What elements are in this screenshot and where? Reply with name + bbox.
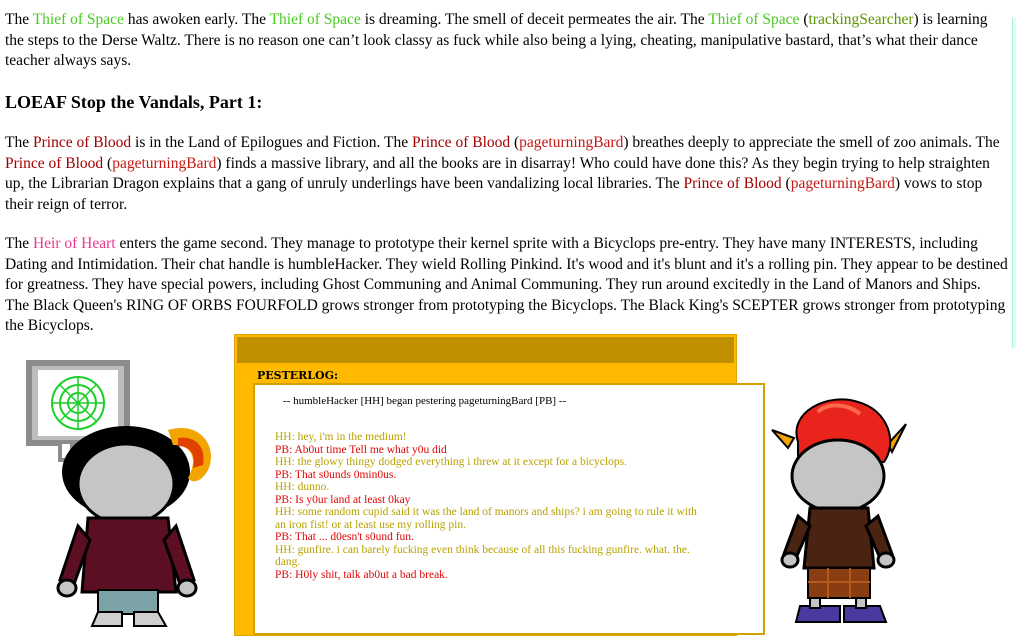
pesterlog-line-hh: HH: dunno. — [275, 481, 330, 493]
pesterlog-panel — [234, 334, 737, 636]
text-run: is dreaming. The smell of deceit permeates the air. The — [360, 11, 709, 28]
pesterlog-title: PESTERLOG: — [257, 369, 339, 382]
thief-of-space-name: Thief of Space — [32, 11, 124, 28]
pesterlog-start-message: -- humbleHacker [HH] began pestering pageturningBard [PB] -- — [283, 395, 567, 407]
section-heading: LOEAF Stop the Vandals, Part 1: — [5, 92, 263, 112]
pesterlog-line-hh: HH: gunfire. i can barely fucking even think because of all this fucking gunfire. what. the. dang. — [275, 543, 690, 568]
handle-trackingsearcher: trackingSearcher — [808, 11, 914, 28]
pesterlog-content — [253, 383, 765, 635]
pesterlog-line-hh: HH: some random cupid said it was the land of manors and ships? i am going to rule it with an iron fist! or at least use my rolling pin. — [275, 506, 697, 531]
pesterlog-line-pb: PB: That s0unds 0min0us. — [275, 468, 397, 481]
pesterlog-line-hh: HH: the glowy thingy dodged everything i threw at it except for a bicyclops. — [275, 456, 627, 468]
handle-pageturningbard: pageturningBard — [112, 154, 217, 172]
text-run: The — [5, 134, 33, 151]
text-run: ( — [799, 11, 809, 28]
pesterlog-line-pb: PB: Ab0ut time Tell me what y0u did — [275, 443, 447, 456]
paragraph-heir — [5, 234, 1008, 337]
pesterlog-line-hh: HH: hey, i'm in the medium! — [275, 431, 407, 443]
prince-of-blood-name: Prince of Blood — [32, 134, 132, 151]
handle-pageturningbard: pageturningBard — [790, 175, 895, 192]
heir-of-heart-name: Heir of Heart — [32, 235, 116, 252]
text-run: ( — [103, 154, 113, 172]
prince-of-blood-name: Prince of Blood — [411, 134, 511, 151]
text-run: The — [5, 235, 33, 252]
pesterlog-lines — [275, 431, 705, 581]
text-run: ) breathes deeply to appreciate the smell of zoo animals. The — [623, 134, 1000, 151]
text-run: ( — [781, 175, 791, 192]
text-run: ( — [510, 134, 520, 151]
thief-of-space-name: Thief of Space — [708, 11, 800, 28]
paragraph-thief — [5, 10, 1008, 72]
text-run: ) finds a massive library, and all the books are in disarray! Who could have done this? As they begin trying to help straighten up, the Librarian Dragon explains that a gang of unruly underlings have been vandalizing local libraries. The — [5, 154, 990, 192]
pesterlog-line-pb: PB: H0ly shit, talk ab0ut a bad break. — [275, 568, 448, 581]
pesterlog-line-pb: PB: That ... d0esn't s0und fun. — [275, 531, 414, 543]
text-run: ) is learning the steps to the Derse Waltz. There is no reason one can’t look classy as fuck while also being a lying, cheating, manipulative bastard, that’s what their dance teacher always says. — [5, 11, 988, 69]
scrollbar-thumb[interactable] — [1012, 18, 1016, 348]
scrollbar[interactable] — [1010, 0, 1016, 634]
text-run: is in the Land of Epilogues and Fiction. The — [131, 134, 412, 151]
thief-of-space-name: Thief of Space — [269, 11, 361, 28]
text-run: has awoken early. The — [123, 11, 270, 28]
pesterlog-header-bar — [237, 337, 734, 363]
text-run: ) vows to stop their reign of terror. — [5, 175, 983, 213]
text-run: enters the game second. They manage to prototype their kernel sprite with a Bicyclops pre-entry. They have many INTERESTS, including Dating and Intimidation. Their chat handle is humbleHacker. They wield Rolling Pinkind. It's wood and it's blunt and it's a rolling pin. They appear to be destined for greatness. They have special powers, including Ghost Communing and Animal Communing. They run around excitedly in the Land of Manors and Ships. The Black Queen's RING OF ORBS FOURFOLD grows stronger from prototyping the Bicyclops. The Black King's SCEPTER grows stronger from prototyping the Bicyclops. — [5, 235, 1008, 334]
paragraph-prince — [5, 133, 1008, 215]
handle-pageturningbard: pageturningBard — [519, 134, 624, 151]
text-run: The — [5, 11, 33, 28]
pesterlog-line-pb: PB: Is y0ur land at least 0kay — [275, 493, 411, 506]
heir-character-sprite — [18, 350, 230, 634]
prince-of-blood-name: Prince of Blood — [5, 154, 104, 172]
prince-of-blood-name: Prince of Blood — [683, 175, 782, 192]
prince-character-sprite — [768, 392, 908, 632]
